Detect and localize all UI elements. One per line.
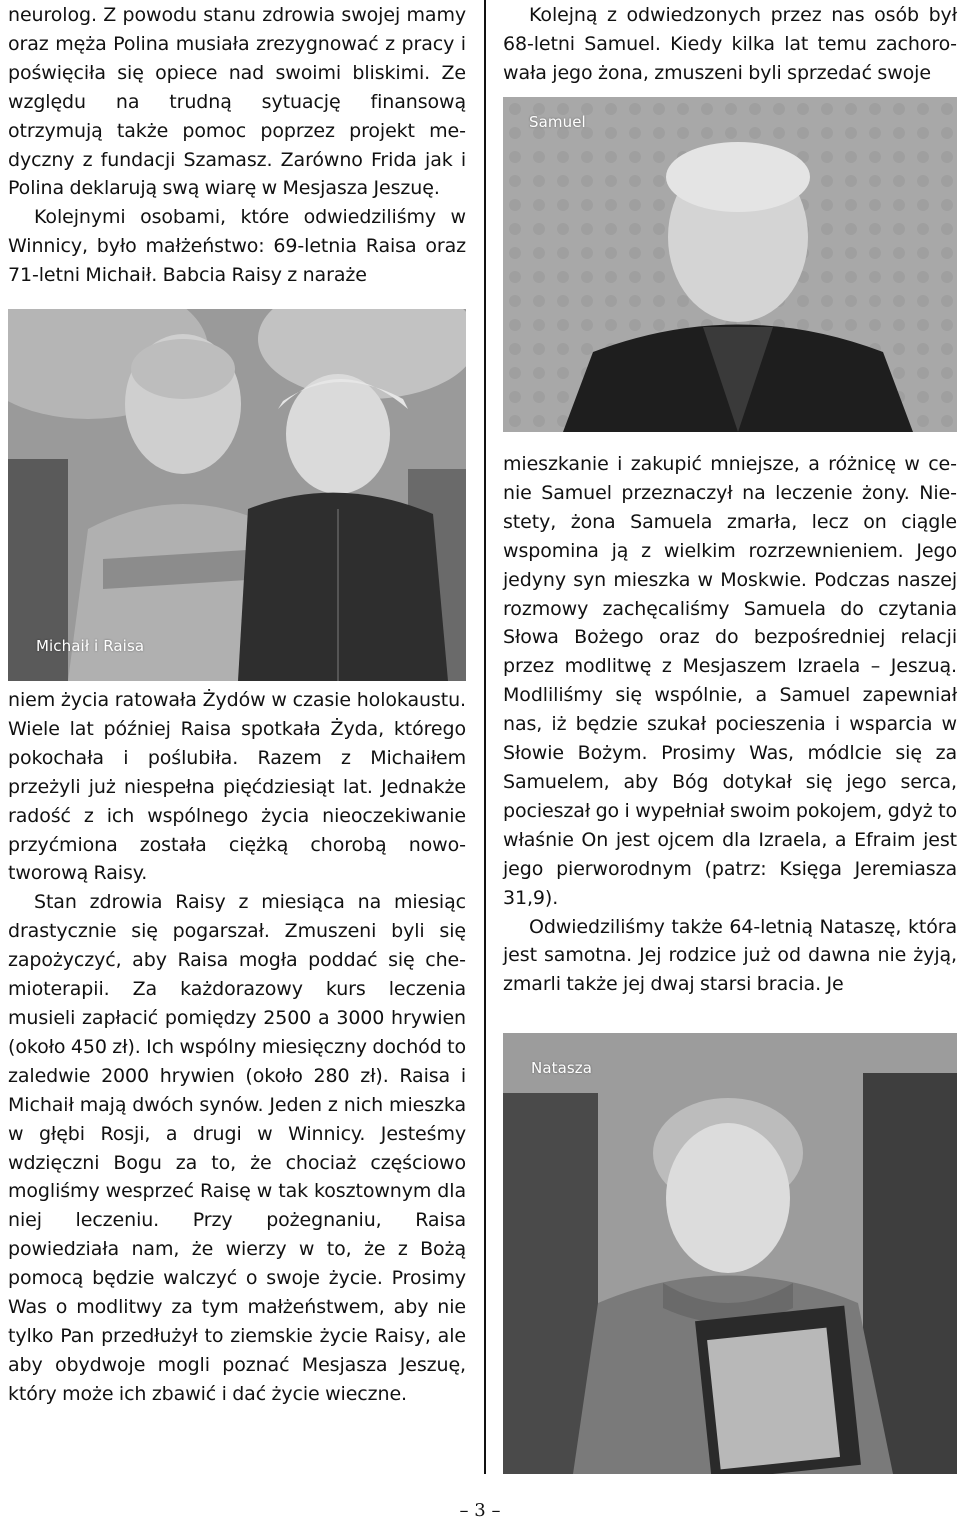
column-divider	[484, 0, 486, 1474]
left-paragraph-2: Kolejnymi osobami, które odwiedziliśmy w Winnicy, było małżeństwo: 69-letnia Raisa oraz 71-letni Michaił. Babcia Raisy z naraże	[8, 206, 466, 287]
photo-natasza-image	[503, 1033, 957, 1474]
left-column-bottom	[8, 686, 466, 1409]
photo-michail-raisa	[8, 309, 466, 681]
caption-michail-raisa: Michaił i Raisa	[36, 637, 145, 655]
photo-natasza	[503, 1033, 957, 1474]
caption-samuel: Samuel	[529, 113, 586, 131]
right-paragraph-1: Kolejną z odwiedzonych przez nas osób był 68-letni Samuel. Kiedy kilka lat temu zachorowała jego żona, zmuszeni byli sprzedać swoje	[503, 4, 957, 84]
right-paragraph-2: mieszkanie i zakupić mniejsze, a różnicę w cenie Samuel przeznaczył na leczenie żony. Niestety, żona Samuela zmarła, lecz on ciągle wspomina ją z wielkim rozrzewnieniem. Jego jedyny syn mieszka w Moskwie. Podczas naszej rozmowy zachęcaliśmy Samuela do czytania Słowa Bożego oraz do bezpośredniej relacji przez modlitwę z Mesjaszem Izraela – Jeszuą. Modliliśmy się wspólnie, a Samuel zapewniał nas, iż będzie szukał pocieszenia i wsparcia w Słowie Bożym. Prosimy Was, módlcie się za Samuelem, aby Bóg dotykał się jego serca, pocieszał go i wypełniał swoim pokojem, gdyż to właśnie On jest ojcem dla Izraela, a Efraim jest jego pierworodnym (patrz: Księga Jeremiasza 31,9).	[503, 453, 957, 909]
right-column-middle	[503, 450, 957, 999]
photo-samuel-image	[503, 97, 957, 432]
left-paragraph-1: neurolog. Z powodu stanu zdrowia swojej mamy oraz męża Polina musiała zrezygnować z pracy i poświęciła się opiece nad swoimi bliskimi. Ze względu na trudną sytuację finansową otrzymują także pomoc poprzez projekt medyczny z fundacji Szamasz. Zarówno Frida jak i Polina deklarują swą wiarę w Mesjasza Jeszuę.	[8, 4, 466, 200]
left-paragraph-3: niem życia ratowała Żydów w czasie holokaustu. Wiele lat później Raisa spotkała Żyda, którego pokochała i poślubiła. Razem z Michaiłem przeżyli już niespełna pięćdziesiąt lat. Jednakże radość z ich wspólnego życia nieoczekiwanie przyćmiona została ciężką chorobą nowotworową Raisy.	[8, 689, 466, 885]
right-column-top	[503, 1, 957, 88]
page-number: – 3 –	[459, 1500, 501, 1521]
right-paragraph-3: Odwiedziliśmy także 64-letnią Nataszę, która jest samotna. Jej rodzice już od dawna nie żyją, zmarli także jej dwaj starsi bracia. Je	[503, 915, 957, 996]
photo-samuel	[503, 97, 957, 432]
caption-natasza: Natasza	[531, 1059, 593, 1077]
left-paragraph-4: Stan zdrowia Raisy z miesiąca na miesiąc drastycznie się pogarszał. Zmuszeni byli się zapożyczyć, aby Raisa mogła poddać się chemioterapii. Za każdorazowy kurs leczenia musieli zapłacić pomiędzy 2500 a 3000 hrywien (około 450 zł). Ich wspólny miesięczny dochód to zaledwie 2000 hrywien (około 280 zł). Raisa i Michaił mają dwóch synów. Jeden z nich mieszka w głębi Rosji, a drugi w Winnicy. Jesteśmy wdzięczni Bogu za to, że chociaż częściowo mogliśmy wesprzeć Raisę w tak kosztownym dla niej leczeniu. Przy pożegnaniu, Raisa powiedziała nam, że wierzy w to, że z Bożą pomocą będzie walczyć o swoje życie. Prosimy Was o modlitwy za tym małżeństwem, aby nie tylko Pan przedłużył to ziemskie życie Raisy, ale aby obydwoje mogli poznać Mesjasza Jeszuę, który może ich zbawić i dać życie wieczne.	[8, 891, 466, 1405]
left-column-top	[8, 1, 466, 290]
photo-michail-raisa-image	[8, 309, 466, 681]
